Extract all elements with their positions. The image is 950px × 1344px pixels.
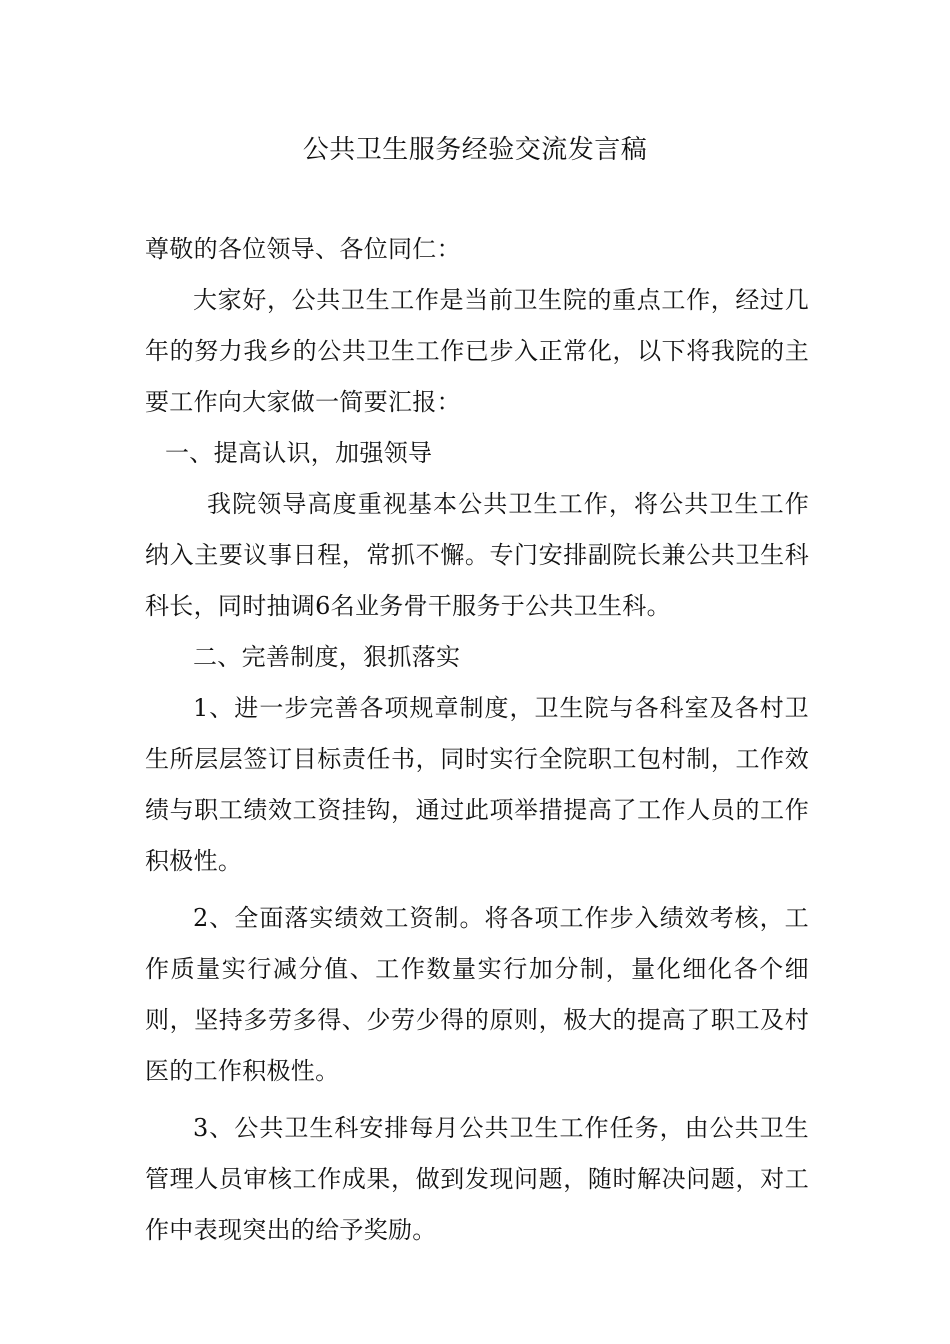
salutation: 尊敬的各位领导、各位同仁：	[145, 235, 461, 263]
item1-paragraph: 1、进一步完善各项规章制度，卫生院与各科室及各村卫生所层层签订目标责任书，同时实行全院职工包村制，工作效绩与职工绩效工资挂钩，通过此项举措提高了工作人员的工作积极性。	[145, 694, 809, 875]
section1-paragraph: 我院领导高度重视基本公共卫生工作，将公共卫生工作纳入主要议事日程，常抓不懈。专门安排副院长兼公共卫生科科长，同时抽调6名业务骨干服务于公共卫生科。	[145, 490, 809, 620]
section1-heading: 一、提高认识，加强领导	[165, 439, 433, 467]
item2-paragraph: 2、全面落实绩效工资制。将各项工作步入绩效考核，工作质量实行减分值、工作数量实行加分制，量化细化各个细则，坚持多劳多得、少劳少得的原则，极大的提高了职工及村医的工作积极性。	[145, 904, 809, 1085]
document-body	[145, 224, 809, 1256]
item3-paragraph: 3、公共卫生科安排每月公共卫生工作任务，由公共卫生管理人员审核工作成果，做到发现问题，随时解决问题，对工作中表现突出的给予奖励。	[145, 1114, 809, 1244]
document-title: 公共卫生服务经验交流发言稿	[302, 135, 648, 165]
section2-heading: 二、完善制度，狠抓落实	[193, 643, 461, 671]
intro-paragraph: 大家好，公共卫生工作是当前卫生院的重点工作，经过几年的努力我乡的公共卫生工作已步入正常化，以下将我院的主要工作向大家做一简要汇报：	[145, 286, 809, 416]
